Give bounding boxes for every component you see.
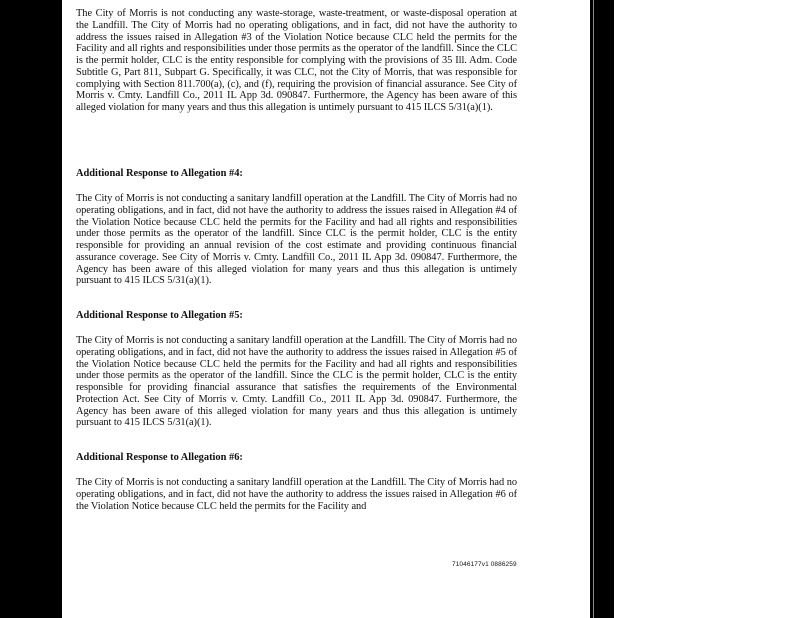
- paragraph-allegation-3-response: The City of Morris is not conducting any waste-storage, waste-treatment, or waste-disposal operation at the Landfill. The City of Morris had no operating obligations, and in fact, did not have the authority to address the issues raised in Allegation #3 of the Violation Notice because CLC held the permits for the Facility and all rights and responsibilities under those permits as the operator of the landfill. Since the CLC is the permit holder, CLC is the entity responsible for complying with the provisions of 35 Ill. Adm. Code Subtitle G, Part 811, Subpart G. Specifically, it was CLC, not the City of Morris, that was responsible for complying with Section 811.700(a), (c), and (f), requiring the provision of financial assurance. See City of Morris v. Cmty. Landfill Co., 2011 IL App 3d. 090847. Furthermore, the Agency has been aware of this alleged violation for many years and thus this allegation is untimely pursuant to 415 ILCS 5/31(a)(1).: [76, 8, 517, 113]
- heading-allegation-6: Additional Response to Allegation #6:: [76, 452, 243, 463]
- paragraph-allegation-5-response: The City of Morris is not conducting a sanitary landfill operation at the Landfill. The City of Morris had no operating obligations, and in fact, did not have the authority to address the issues raised in Allegation #5 of the Violation Notice because CLC held the permits for the Facility and had all rights and responsibilities under those permits as the operator of the landfill. Since the CLC is the permit holder, CLC is the entity responsible for providing financial assurance that satisfies the requirements of the Environmental Protection Act. See City of Morris v. Cmty. Landfill Co., 2011 IL App 3d. 090847. Furthermore, the Agency has been aware of this alleged violation for many years and thus this allegation is untimely pursuant to 415 ILCS 5/31(a)(1).: [76, 335, 517, 429]
- paragraph-allegation-6-response: The City of Morris is not conducting a sanitary landfill operation at the Landfill. The City of Morris had no operating obligations, and in fact, did not have the authority to address the issues raised in Allegation #6 of the Violation Notice because CLC held the permits for the Facility and: [76, 477, 517, 512]
- document-footer-id: 71046177v1 0886259: [452, 561, 517, 568]
- heading-allegation-4: Additional Response to Allegation #4:: [76, 168, 243, 179]
- paragraph-allegation-4-response: The City of Morris is not conducting a sanitary landfill operation at the Landfill. The City of Morris had no operating obligations, and in fact, did not have the authority to address the issues raised in Allegation #4 of the Violation Notice because CLC held the permits for the Facility and had all rights and responsibilities under those permits as the operator of the landfill. Since CLC is the permit holder, CLC is the entity responsible for providing an annual revision of the cost estimate and providing continuous financial assurance coverage. See City of Morris v. Cmty. Landfill Co., 2011 IL App 3d. 090847. Furthermore, the Agency has been aware of this alleged violation for many years and thus this allegation is untimely pursuant to 415 ILCS 5/31(a)(1).: [76, 193, 517, 287]
- scanner-edge-line: [593, 0, 594, 618]
- heading-allegation-5: Additional Response to Allegation #5:: [76, 310, 243, 321]
- document-page: [62, 0, 590, 618]
